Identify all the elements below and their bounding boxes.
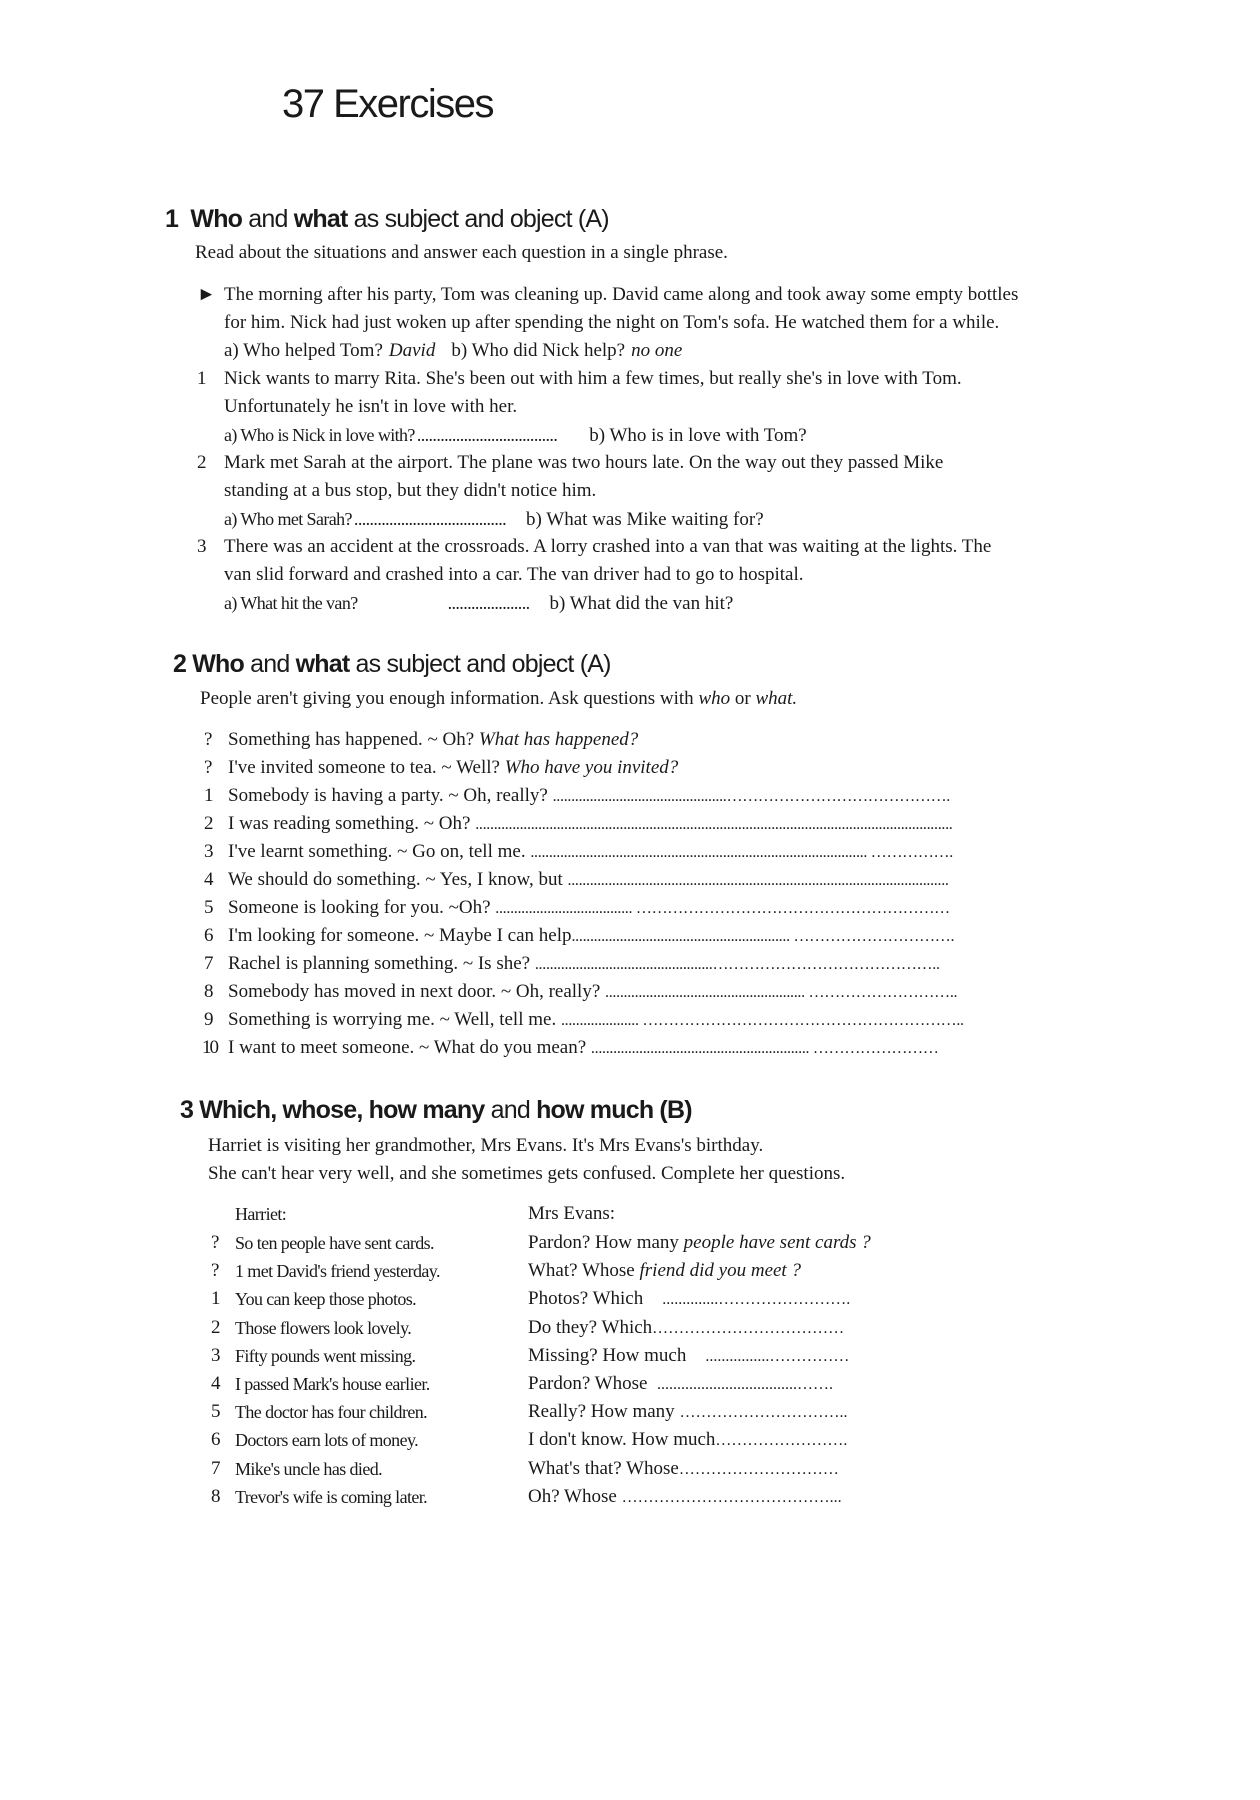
mrs-evans-prompt: Do they? Which xyxy=(528,1317,653,1338)
heading-bold: 3 Which, whose, how many xyxy=(180,1096,485,1124)
answer-example: Who have you invited? xyxy=(504,757,679,778)
answer-blank: ……………………. xyxy=(715,1432,848,1449)
prompt-text: I've invited someone to tea. ~ Well? xyxy=(228,757,505,778)
list-item xyxy=(228,812,953,837)
heading-bold: Who xyxy=(190,205,243,233)
prompt-text: We should do something. ~ Yes, I know, but xyxy=(228,869,568,890)
item-number: 1 xyxy=(204,785,214,806)
mrs-evans-line xyxy=(528,1485,842,1510)
item-text: van slid forward and crashed into a car. The van driver had to go to hospital. xyxy=(224,564,804,585)
item-text: There was an accident at the crossroads. A lorry crashed into a van that was waiting at the lights. The xyxy=(224,536,992,557)
list-item xyxy=(228,896,950,921)
heading-text: and xyxy=(242,205,294,233)
exercise-1-heading xyxy=(165,204,609,234)
item-number: 3 xyxy=(204,841,214,862)
question-line xyxy=(224,507,764,532)
mrs-evans-line xyxy=(528,1344,849,1369)
heading-bold: what xyxy=(293,205,348,233)
prompt-text: Somebody is having a party. ~ Oh, really? xyxy=(228,785,553,806)
exercise-2-instruction xyxy=(200,687,797,711)
answer-blank: ................................................…………………………………….. xyxy=(534,956,940,973)
harriet-line: You can keep those photos. xyxy=(235,1289,417,1309)
heading-text: as subject and object (A) xyxy=(349,650,611,678)
mrs-evans-line xyxy=(528,1259,801,1283)
question-a: a) What hit the van? xyxy=(224,593,358,613)
answer-blank: ................................................................................................................................. xyxy=(475,816,953,833)
mrs-evans-line xyxy=(528,1372,833,1397)
exercise-3-heading xyxy=(180,1095,692,1125)
answer-blank: ................…………… xyxy=(705,1348,850,1365)
mrs-evans-prompt: Really? How many xyxy=(528,1401,680,1422)
mrs-evans-prompt: What's that? Whose xyxy=(528,1458,679,1479)
mrs-evans-line xyxy=(528,1287,850,1312)
item-number: 8 xyxy=(211,1486,221,1507)
question-b: b) What was Mike waiting for? xyxy=(526,509,764,530)
item-number: 5 xyxy=(211,1401,221,1422)
item-number: 8 xyxy=(204,981,214,1002)
answer-blank: ……………………………… xyxy=(652,1320,845,1337)
item-number: ? xyxy=(204,729,213,750)
mrs-evans-prompt: Oh? Whose xyxy=(528,1486,622,1507)
heading-bold: how much (B) xyxy=(536,1096,692,1124)
item-number: 9 xyxy=(204,1009,214,1030)
heading-text: as subject and object (A) xyxy=(347,205,609,233)
answer-blank: ........................................................................................... ……………. xyxy=(530,844,953,861)
harriet-line: Mike's uncle has died. xyxy=(235,1459,383,1479)
harriet-line: The doctor has four children. xyxy=(235,1402,428,1422)
answer-blank: ..................... …………………………………………………….. xyxy=(560,1012,964,1029)
item-text: The morning after his party, Tom was cleaning up. David came along and took away some empty bottles xyxy=(224,284,1019,305)
harriet-line: I passed Mark's house earlier. xyxy=(235,1374,430,1394)
answer-blank: …………………………………... xyxy=(621,1489,842,1506)
list-item xyxy=(228,952,940,977)
answer-blank: ..............……………………. xyxy=(662,1291,851,1308)
heading-number: 1 xyxy=(165,205,179,233)
item-number: ► xyxy=(197,284,216,305)
item-number: 5 xyxy=(204,897,214,918)
prompt-text: Somebody has moved in next door. ~ Oh, really? xyxy=(228,981,606,1002)
answer-blank: ...............................................……………………………………. xyxy=(552,788,950,805)
list-item xyxy=(228,1008,964,1033)
answer-blank: ...................................……. xyxy=(656,1376,833,1393)
answer-a: ..................... xyxy=(447,593,530,613)
answer-example: people have sent cards ? xyxy=(683,1232,871,1253)
answer-blank: ........................................................... …………………………. xyxy=(571,928,955,945)
item-text: Nick wants to marry Rita. She's been out with him a few times, but really she's in love with Tom. xyxy=(224,368,962,389)
mrs-evans-line xyxy=(528,1316,844,1341)
mrs-evans-line xyxy=(528,1457,839,1482)
harriet-line: Fifty pounds went missing. xyxy=(235,1346,416,1366)
question-a: a) Who met Sarah? xyxy=(224,509,352,529)
prompt-text: I was reading something. ~ Oh? xyxy=(228,813,476,834)
mrs-evans-prompt: Pardon? Whose xyxy=(528,1373,657,1394)
mrs-evans-prompt: Photos? Which xyxy=(528,1288,663,1309)
list-item xyxy=(228,980,957,1005)
answer-blank: ....................................................................................................... xyxy=(567,872,949,889)
list-item xyxy=(228,1036,939,1061)
answer-blank: ………………………… xyxy=(678,1461,839,1478)
answer-blank: ..................................... …………………………………………………… xyxy=(495,900,950,917)
answer-a: David xyxy=(388,340,436,361)
answer-a: ....................................... xyxy=(353,509,507,529)
harriet-line: 1 met David's friend yesterday. xyxy=(235,1261,440,1281)
question-b: b) What did the van hit? xyxy=(549,593,734,614)
item-number: 2 xyxy=(204,813,214,834)
item-number: 4 xyxy=(204,869,214,890)
prompt-text: I'm looking for someone. ~ Maybe I can help xyxy=(228,925,572,946)
item-number: 1 xyxy=(197,368,207,389)
item-number: 3 xyxy=(197,536,207,557)
list-item xyxy=(228,756,678,780)
list-item xyxy=(228,868,949,893)
list-item xyxy=(228,784,950,809)
prompt-text: Something is worrying me. ~ Well, tell me. xyxy=(228,1009,561,1030)
item-number: 2 xyxy=(197,452,207,473)
item-number: 4 xyxy=(211,1373,221,1394)
exercise-2-heading xyxy=(173,649,611,679)
column-header-harriet: Harriet: xyxy=(235,1204,287,1224)
mrs-evans-prompt: I don't know. How much xyxy=(528,1429,716,1450)
prompt-text: Someone is looking for you. ~Oh? xyxy=(228,897,496,918)
harriet-line: Those flowers look lovely. xyxy=(235,1318,412,1338)
item-number: ? xyxy=(211,1232,220,1253)
item-number: ? xyxy=(211,1260,220,1281)
item-text: for him. Nick had just woken up after spending the night on Tom's sofa. He watched them for a while. xyxy=(224,312,1000,333)
item-number: 7 xyxy=(211,1458,221,1479)
list-item xyxy=(228,840,953,865)
mrs-evans-prompt: Pardon? How many xyxy=(528,1232,684,1253)
question-line xyxy=(224,591,733,616)
heading-bold: what xyxy=(295,650,350,678)
answer-example: friend did you meet ? xyxy=(639,1260,801,1281)
mrs-evans-line xyxy=(528,1400,847,1425)
item-number: 2 xyxy=(211,1317,221,1338)
item-number: 1 xyxy=(211,1288,221,1309)
mrs-evans-line xyxy=(528,1428,847,1453)
list-item xyxy=(228,728,638,752)
page-title: 37 Exercises xyxy=(282,82,493,126)
prompt-text: I've learnt something. ~ Go on, tell me. xyxy=(228,841,531,862)
question-line xyxy=(224,423,807,448)
mrs-evans-line xyxy=(528,1231,871,1255)
item-number: 6 xyxy=(204,925,214,946)
answer-a: .................................... xyxy=(416,425,558,445)
harriet-line: Trevor's wife is coming later. xyxy=(235,1487,428,1507)
column-header-mrs-evans: Mrs Evans: xyxy=(528,1203,616,1224)
item-number: 6 xyxy=(211,1429,221,1450)
instruction-who: who xyxy=(698,688,731,709)
instruction-or: or xyxy=(730,688,756,709)
item-number: 10 xyxy=(202,1037,217,1058)
prompt-text: I want to meet someone. ~ What do you mean? xyxy=(228,1037,591,1058)
exercise-1-instruction: Read about the situations and answer each question in a single phrase. xyxy=(195,242,728,263)
heading-text: and xyxy=(244,650,296,678)
prompt-text: Rachel is planning something. ~ Is she? xyxy=(228,953,535,974)
answer-example: What has happened? xyxy=(478,729,639,750)
question-a: a) Who is Nick in love with? xyxy=(224,425,415,445)
question-line xyxy=(224,339,682,363)
prompt-text: Something has happened. ~ Oh? xyxy=(228,729,479,750)
item-number: 3 xyxy=(211,1345,221,1366)
item-number: 7 xyxy=(204,953,214,974)
item-number: ? xyxy=(204,757,213,778)
answer-b: no one xyxy=(631,340,683,361)
harriet-line: So ten people have sent cards. xyxy=(235,1233,434,1253)
question-b: b) Who is in love with Tom? xyxy=(589,425,807,446)
instruction-what: what. xyxy=(755,688,798,709)
item-text: Unfortunately he isn't in love with her. xyxy=(224,396,518,417)
item-text: standing at a bus stop, but they didn't notice him. xyxy=(224,480,597,501)
question-b: b) Who did Nick help? xyxy=(451,340,626,361)
answer-blank: ........................................................... …………………… xyxy=(590,1040,939,1057)
harriet-line: Doctors earn lots of money. xyxy=(235,1430,419,1450)
answer-blank: ………………………….. xyxy=(679,1404,848,1421)
answer-blank: ...................................................... ……………………….. xyxy=(605,984,958,1001)
exercise-3-instruction-line: Harriet is visiting her grandmother, Mrs Evans. It's Mrs Evans's birthday. xyxy=(208,1135,764,1156)
mrs-evans-prompt: Missing? How much xyxy=(528,1345,706,1366)
mrs-evans-prompt: What? Whose xyxy=(528,1260,640,1281)
question-a: a) Who helped Tom? xyxy=(224,340,383,361)
item-text: Mark met Sarah at the airport. The plane was two hours late. On the way out they passed Mike xyxy=(224,452,944,473)
heading-bold: 2 Who xyxy=(173,650,244,678)
exercise-3-instruction-line: She can't hear very well, and she sometimes gets confused. Complete her questions. xyxy=(208,1163,846,1184)
instruction-text: People aren't giving you enough information. Ask questions with xyxy=(200,688,699,709)
heading-text: and xyxy=(484,1096,537,1124)
list-item xyxy=(228,924,954,949)
